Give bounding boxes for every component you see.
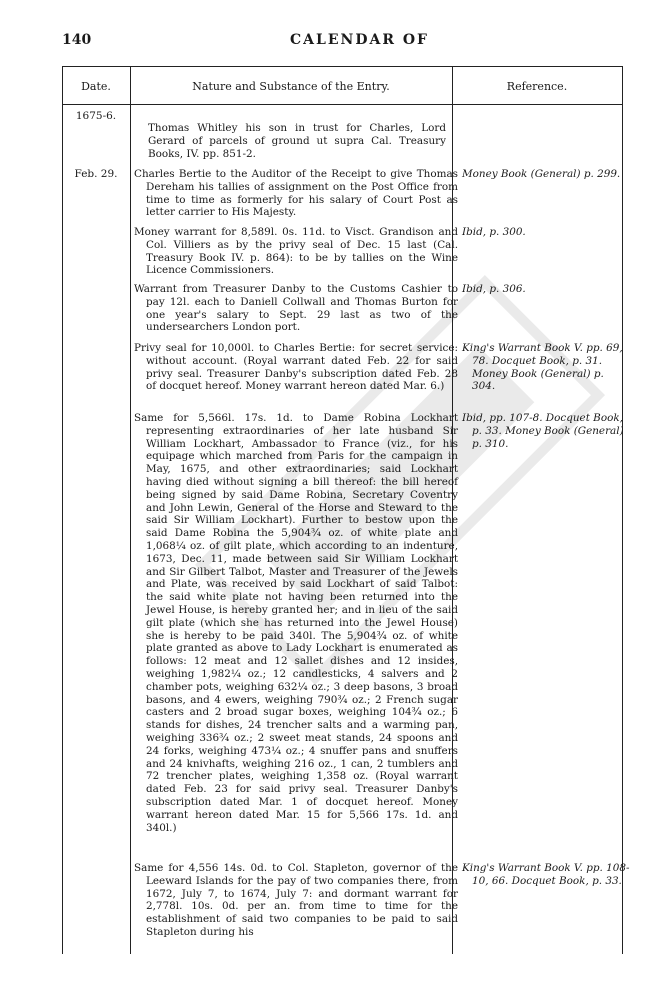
entry-reference-6: Ibid, pp. 107-8. Docquet Book, p. 33. Money Book (General) p. 310. [462, 412, 624, 450]
page-number: 140 [62, 32, 92, 48]
entry-text-4: Warrant from Treasurer Danby to the Customs Cashier to pay 12l. each to Daniell Collwall and Thomas Burton for one year's salary to Sept. 29 last as two of the undersearchers London port. [134, 283, 458, 334]
entry-text-7: Same for 4,556 14s. 0d. to Col. Stapleton, governor of the Leeward Islands for the pay of two companies there, from 1672, July 7, to 1674, July 7: and dormant warrant for 2,778l. 10s. 0d. per an. from time to time for the establishment of said two companies to be paid to said Stapleton during his [134, 862, 458, 938]
table-border-left [62, 66, 63, 954]
entry-text-6: Same for 5,566l. 17s. 1d. to Dame Robina Lockhart representing extraordinaries of her late husband Sir William Lockhart, Ambassador to France (viz., for his equipage which marched from Paris for the campaign in May, 1675, and other extraordinaries; said Lockhart having died without signing a bill thereof: the bill hereof being signed by said Dame Robina, Secretary Coventry and John Lewin, General of the Horse and Steward to the said Sir William Lockhart). Further to bestow upon the said Dame Robina the 5,904¾ oz. of white plate and 1,068¼ oz. of gilt plate, which according to an indenture, 1673, Dec. 11, made between said Sir William Lockhart and Sir Gilbert Talbot, Master and Treasurer of the Jewels and Plate, was received by said Lockhart of said Talbot: the said white plate not having been returned into the Jewel House, is hereby granted her; and in lieu of the said gilt plate (which she has returned into the Jewel House) she is hereby to be paid 340l. The 5,904¾ oz. of white plate granted as above to Lady Lockhart is enumerated as follows: 12 meat and 12 sallet dishes and 12 insides, weighing 1,982¼ oz.; 12 candlesticks, 4 salvers and 2 chamber pots, weighing 632¼ oz.; 3 deep basons, 3 broad basons, and 4 ewers, weighing 790¾ oz.; 2 French sugar casters and 2 broad sugar boxes, weighing 104¾ oz.; 6 stands for dishes, 24 trencher salts and a warming pan, weighing 336¾ oz.; 2 sweet meat stands, 24 spoons and 24 forks, weighing 473¼ oz.; 4 snuffer pans and snuffers and 24 knivhafts, weighing 216 oz., 1 can, 2 tumblers and 72 trencher plates, weighing 1,358 oz. (Royal warrant dated Feb. 23 for said privy seal. Treasurer Danby's subscription dated Mar. 1 of docquet hereof. Money warrant hereon dated Mar. 15 for 5,566 17s. 1d. and 340l.) [134, 412, 458, 834]
column-header-reference: Reference. [506, 80, 568, 93]
entry-date-1: 1675-6. [75, 110, 117, 122]
table-header-rule [62, 104, 622, 105]
entry-reference-5: King's Warrant Book V. pp. 69, 78. Docquet Book, p. 31. Money Book (General) p. 304. [462, 342, 623, 393]
entry-reference-2: Money Book (General) p. 299. [462, 168, 621, 180]
table-top-rule [62, 66, 622, 67]
entry-reference-7: King's Warrant Book V. pp. 108-10, 66. Docquet Book, p. 33. [462, 862, 630, 887]
entry-text-2: Charles Bertie to the Auditor of the Receipt to give Thomas Dereham his tallies of assignment on the Post Office from time to time as formerly for his salary of Court Post as letter carrier to His Majesty. [134, 168, 458, 219]
column-divider-date [130, 66, 131, 954]
entry-reference-3: Ibid, p. 300. [462, 226, 526, 238]
page-header [62, 28, 622, 56]
entry-reference-4: Ibid, p. 306. [462, 283, 526, 295]
column-header-date: Date. [81, 80, 111, 93]
entry-date-2: Feb. 29. [74, 168, 118, 180]
column-header-nature: Nature and Substance of the Entry. [192, 80, 390, 93]
entry-text-1: Thomas Whitley his son in trust for Charles, Lord Gerard of parcels of ground ut supra Cal. Treasury Books, IV. pp. 851-2. [148, 122, 446, 160]
table-border-right [622, 66, 623, 954]
entry-text-3: Money warrant for 8,589l. 0s. 11d. to Visct. Grandison and Col. Villiers as by the privy seal of Dec. 15 last (Cal. Treasury Book IV. p. 864): to be by tallies on the Wine Licence Commissioners. [134, 226, 458, 277]
running-title: CALENDAR OF [290, 32, 429, 48]
entry-text-5: Privy seal for 10,000l. to Charles Bertie: for secret service: without account. (Royal warrant dated Feb. 22 for said privy seal. Treasurer Danby's subscription dated Feb. 28 of docquet hereof. Money warrant hereon dated Mar. 6.) [134, 342, 458, 393]
